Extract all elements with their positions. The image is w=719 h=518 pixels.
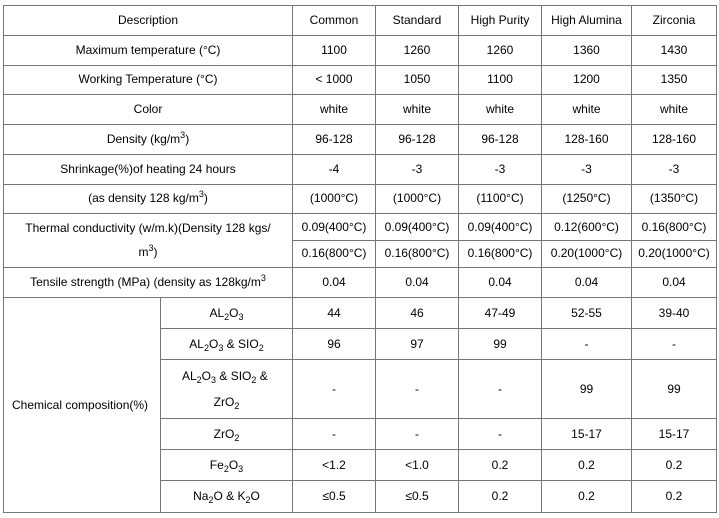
table-cell: - — [542, 329, 632, 360]
label-text: O — [229, 305, 239, 320]
table-row — [4, 125, 717, 155]
table-cell: -3 — [459, 154, 542, 184]
header-zirconia: Zirconia — [632, 6, 717, 36]
table-cell: 0.16(800°C) — [459, 240, 542, 267]
table-cell: - — [293, 359, 376, 419]
subscript: 2 — [245, 495, 251, 505]
table-cell: <1.2 — [293, 450, 376, 481]
table-cell: 0.2 — [459, 450, 542, 481]
table-cell: 1430 — [632, 35, 717, 65]
table-cell: -3 — [376, 154, 459, 184]
table-row — [4, 65, 717, 95]
table-cell: - — [376, 359, 459, 419]
label-text: K — [237, 489, 246, 503]
table-cell: - — [459, 359, 542, 419]
label-text: O — [201, 369, 211, 384]
header-standard: Standard — [376, 6, 459, 36]
table-cell: 0.09(400°C) — [459, 214, 542, 241]
subscript: 2 — [234, 432, 240, 443]
label-text: O — [228, 457, 239, 472]
header-high-alumina: High Alumina — [542, 6, 632, 36]
label-text: Fe — [209, 457, 224, 472]
table-cell: white — [632, 95, 717, 125]
subscript: 2 — [224, 311, 230, 322]
label-text: ) — [185, 131, 190, 146]
table-cell: 15-17 — [542, 419, 632, 450]
specification-table — [3, 5, 717, 513]
label-text: O — [250, 489, 260, 503]
table-cell: 128-160 — [632, 125, 717, 155]
label-text: (as density 128 kg/m — [88, 191, 199, 206]
label-text: & — [223, 336, 239, 351]
table-cell: white — [376, 95, 459, 125]
table-cell: 0.09(400°C) — [376, 214, 459, 241]
table-cell: (1100°C) — [459, 184, 542, 214]
label-text: & — [216, 369, 231, 384]
table-row — [4, 95, 717, 125]
label-text: m — [138, 245, 149, 260]
table-cell: 96 — [293, 329, 376, 360]
label-text: ) — [203, 191, 208, 206]
chem-label-zro2 — [161, 419, 293, 450]
label-text: AL — [181, 369, 197, 384]
row-label-working-temp: Working Temperature (°C) — [4, 65, 293, 95]
table-cell: 1200 — [542, 65, 632, 95]
table-cell: 1260 — [459, 35, 542, 65]
header-description: Description — [4, 6, 293, 36]
header-common: Common — [293, 6, 376, 36]
table-cell: ≤0.5 — [376, 481, 459, 513]
table-cell: (1350°C) — [632, 184, 717, 214]
table-cell: 0.20(1000°C) — [542, 240, 632, 267]
table-cell: 39-40 — [632, 298, 717, 329]
table-cell: 99 — [632, 359, 717, 419]
row-label-color: Color — [4, 95, 293, 125]
chem-label-al2o3-sio2-zro2 — [161, 359, 293, 419]
chem-label-fe2o3 — [161, 450, 293, 481]
table-cell: 15-17 — [632, 419, 717, 450]
table-cell: white — [293, 95, 376, 125]
table-cell: 0.2 — [542, 481, 632, 513]
table-cell: 1350 — [632, 65, 717, 95]
table-cell: 99 — [459, 329, 542, 360]
table-cell: 0.2 — [459, 481, 542, 513]
row-label-chemical: Chemical composition(%) — [4, 298, 161, 513]
table-cell: 0.09(400°C) — [293, 214, 376, 241]
label-text: AL — [189, 336, 204, 351]
table-cell: - — [459, 419, 542, 450]
table-cell: 47-49 — [459, 298, 542, 329]
table-cell: 0.04 — [542, 267, 632, 298]
row-label-density — [4, 125, 293, 155]
row-label-shrinkage: Shrinkage(%)of heating 24 hours — [4, 154, 293, 184]
table-cell: 96-128 — [376, 125, 459, 155]
subscript: 2 — [251, 375, 257, 386]
subscript: 2 — [234, 401, 240, 412]
table-row — [4, 298, 717, 329]
table-cell: 0.16(800°C) — [293, 240, 376, 267]
table-cell: 0.16(800°C) — [376, 240, 459, 267]
label-text: Density (kg/m — [106, 131, 181, 146]
table-cell: ≤0.5 — [293, 481, 376, 513]
table-cell: 96-128 — [459, 125, 542, 155]
table-cell: 1100 — [293, 35, 376, 65]
superscript: 3 — [198, 189, 204, 200]
header-row — [4, 6, 717, 36]
table-cell: 0.16(800°C) — [632, 214, 717, 241]
table-cell: - — [293, 419, 376, 450]
subscript: 2 — [258, 342, 264, 353]
table-cell: 1260 — [376, 35, 459, 65]
label-text: Thermal conductivity (w/m.k)(Density 128 kgs/ — [25, 221, 271, 236]
subscript: 2 — [203, 342, 209, 353]
label-text: ZrO — [213, 426, 235, 441]
table-cell: 128-160 — [542, 125, 632, 155]
table-cell: <1.0 — [376, 450, 459, 481]
chem-label-na2o-k2o — [161, 481, 293, 513]
table-cell: (1000°C) — [376, 184, 459, 214]
label-text: O — [208, 336, 219, 351]
subscript: 2 — [208, 495, 214, 505]
subscript: 3 — [211, 375, 217, 386]
table-cell: - — [632, 329, 717, 360]
table-cell: 46 — [376, 298, 459, 329]
table-cell: 0.2 — [632, 450, 717, 481]
table-cell: -3 — [632, 154, 717, 184]
table-row — [4, 267, 717, 298]
label-text: SIO — [238, 336, 259, 351]
table-cell: 0.2 — [542, 450, 632, 481]
label-text: AL — [209, 305, 225, 320]
label-text: O — [213, 489, 223, 503]
table-cell: 99 — [542, 359, 632, 419]
table-row — [4, 214, 717, 241]
subscript: 3 — [238, 463, 244, 474]
table-row — [4, 154, 717, 184]
table-cell: 97 — [376, 329, 459, 360]
table-cell: 0.04 — [376, 267, 459, 298]
superscript: 3 — [180, 129, 186, 140]
header-high-purity: High Purity — [459, 6, 542, 36]
table-cell: (1250°C) — [542, 184, 632, 214]
table-cell: 44 — [293, 298, 376, 329]
label-text: ) — [153, 245, 158, 260]
label-text: Tensile strength (MPa) (density as 128kg/m — [30, 274, 261, 289]
table-cell: 1360 — [542, 35, 632, 65]
subscript: 3 — [218, 342, 224, 353]
chem-label-al2o3-sio2 — [161, 329, 293, 360]
row-label-tensile — [4, 267, 293, 298]
label-text: ZrO — [213, 395, 235, 410]
row-label-thermal — [4, 214, 293, 267]
chem-label-al2o3 — [161, 298, 293, 329]
table-cell: white — [459, 95, 542, 125]
label-text: Na — [193, 489, 209, 503]
label-text: & — [256, 369, 272, 384]
table-cell: 1100 — [459, 65, 542, 95]
table-cell: -4 — [293, 154, 376, 184]
table-cell: white — [542, 95, 632, 125]
table-cell: 1050 — [376, 65, 459, 95]
label-text: & — [222, 489, 238, 503]
table-row — [4, 184, 717, 214]
table-cell: - — [376, 419, 459, 450]
table-cell: 0.2 — [632, 481, 717, 513]
row-label-as-density — [4, 184, 293, 214]
table-cell: < 1000 — [293, 65, 376, 95]
table-cell: 0.04 — [632, 267, 717, 298]
row-label-max-temp: Maximum temperature (°C) — [4, 35, 293, 65]
table-row — [4, 35, 717, 65]
subscript: 2 — [196, 375, 202, 386]
table-cell: 0.04 — [459, 267, 542, 298]
table-cell: (1000°C) — [293, 184, 376, 214]
table-cell: 0.04 — [293, 267, 376, 298]
superscript: 3 — [148, 243, 154, 254]
label-text: SIO — [230, 369, 252, 384]
table-cell: -3 — [542, 154, 632, 184]
table-cell: 0.20(1000°C) — [632, 240, 717, 267]
table-cell: 0.12(600°C) — [542, 214, 632, 241]
table-cell: 96-128 — [293, 125, 376, 155]
subscript: 3 — [238, 311, 244, 322]
table-cell: 52-55 — [542, 298, 632, 329]
subscript: 2 — [223, 463, 229, 474]
superscript: 3 — [260, 272, 266, 283]
